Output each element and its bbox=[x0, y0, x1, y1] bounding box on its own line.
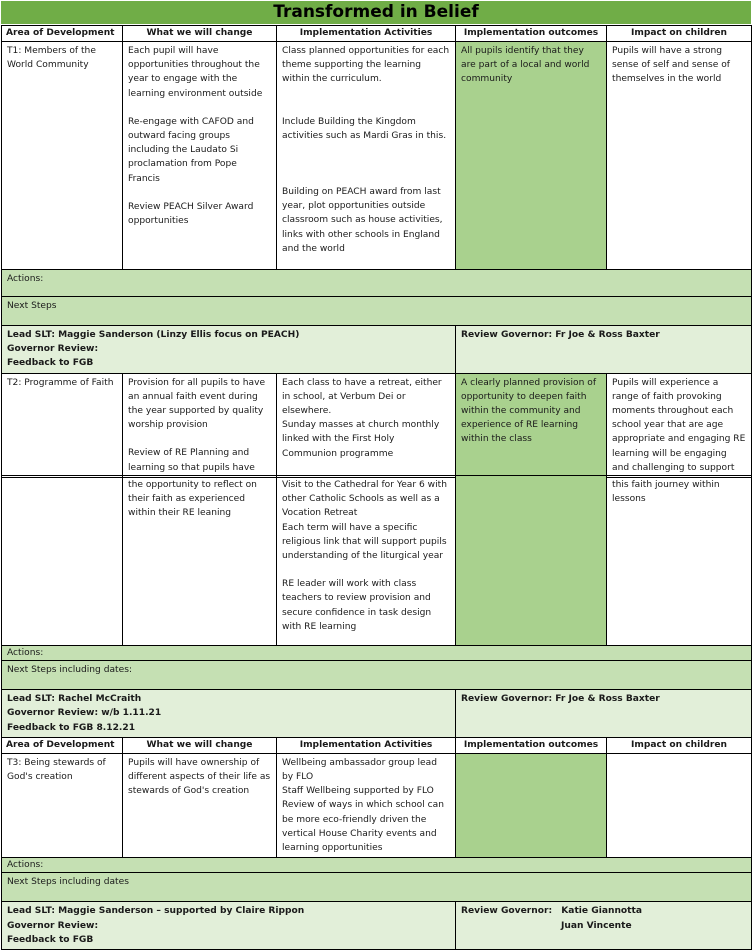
t2-change-2a: Review of RE Planning and learning so that pupils have bbox=[128, 448, 255, 473]
t3-header-change: What we will change bbox=[123, 737, 277, 753]
t1-change bbox=[123, 42, 277, 270]
header-impact: Impact on children bbox=[607, 26, 752, 42]
t2-impact-part1: Pupils will experience a range of faith provoking moments throughout each school year that are age appropriate and engaging RE learning will be engaging and challenging to support bbox=[607, 373, 752, 477]
t1-activities bbox=[277, 42, 456, 270]
t3-lead-slt: Lead SLT: Maggie Sanderson – supported by Claire Rippon bbox=[7, 906, 305, 917]
t3-impact bbox=[607, 753, 752, 857]
header-outcomes: Implementation outcomes bbox=[456, 26, 607, 42]
t1-next-row bbox=[2, 297, 752, 326]
t3-header-activities: Implementation Activities bbox=[277, 737, 456, 753]
t3-outcome bbox=[456, 753, 607, 857]
t3-next-row bbox=[2, 873, 752, 902]
t1-review-governor: Review Governor: Fr Joe & Ross Baxter bbox=[456, 326, 752, 374]
t3-header-impact: Impact on children bbox=[607, 737, 752, 753]
t3-act-3: Review of ways in which school can be more eco-friendly driven the vertical House Charity events and learning opportunities bbox=[282, 800, 444, 854]
t2-change-1: Provision for all pupils to have an annual faith event during the year supported by quality worship provision bbox=[128, 377, 266, 431]
t2-review-governor: Review Governor: Fr Joe & Ross Baxter bbox=[456, 690, 752, 738]
t2-act-3: Visit to the Cathedral for Year 6 with other Catholic Schools as well as a Vocation Retreat bbox=[282, 480, 447, 519]
t2-act-5: RE leader will work with class teachers to review provision and secure confidence in task design with RE learning bbox=[282, 579, 432, 632]
t2-governor-review: Governor Review: w/b 1.11.21 bbox=[7, 708, 162, 719]
t2-row-part2 bbox=[2, 476, 752, 646]
header-area: Area of Development bbox=[2, 26, 123, 42]
t3-header-row bbox=[2, 737, 752, 753]
t2-next-row bbox=[2, 661, 752, 690]
t3-act-1: Wellbeing ambassador group lead by FLO bbox=[282, 757, 437, 783]
t2-area-cont bbox=[2, 476, 123, 646]
t2-lead-row bbox=[2, 690, 752, 738]
t3-area: T3: Being stewards of God's creation bbox=[2, 753, 123, 857]
t3-lead-cell bbox=[2, 902, 456, 950]
t2-feedback: Feedback to FGB 8.12.21 bbox=[7, 722, 136, 733]
table-header-row bbox=[2, 26, 752, 42]
t2-change-cont: the opportunity to reflect on their faith as experienced within their RE leaning bbox=[123, 476, 277, 646]
t3-header-area: Area of Development bbox=[2, 737, 123, 753]
t3-review-governor-cell bbox=[456, 902, 752, 950]
t1-lead-slt: Lead SLT: Maggie Sanderson (Linzy Ellis focus on PEACH) bbox=[7, 330, 300, 340]
t3-lead-row bbox=[2, 902, 752, 950]
t3-actions-label: Actions: bbox=[2, 858, 752, 873]
t2-actions-label: Actions: bbox=[2, 646, 752, 661]
plan-table-2 bbox=[1, 475, 752, 950]
t1-lead-row bbox=[2, 326, 752, 374]
t2-change bbox=[123, 373, 277, 477]
t2-actions-row bbox=[2, 646, 752, 661]
t1-row bbox=[2, 42, 752, 270]
t2-next-label: Next Steps including dates: bbox=[2, 661, 752, 690]
t1-governor-review: Governor Review: bbox=[7, 344, 99, 355]
t3-actions-row bbox=[2, 858, 752, 873]
t2-lead-slt: Lead SLT: Rachel McCraith bbox=[7, 694, 142, 705]
t1-next-label: Next Steps bbox=[2, 297, 752, 326]
t1-act-3: Building on PEACH award from last year, plot opportunities outside classroom such as house activities, links with other schools in England and the world bbox=[282, 187, 443, 254]
t2-row-part1 bbox=[2, 373, 752, 477]
plan-table-1 bbox=[1, 25, 752, 478]
t3-governor-review: Governor Review: bbox=[7, 920, 99, 931]
t2-act-1: Each class to have a retreat, either in school, at Verbum Dei or elsewhere. bbox=[282, 377, 442, 417]
t2-activities-part1 bbox=[277, 373, 456, 477]
t2-lead-cell bbox=[2, 690, 456, 738]
t1-act-1: Class planned opportunities for each theme supporting the learning within the curriculum. bbox=[282, 46, 450, 85]
t2-area: T2: Programme of Faith bbox=[2, 373, 123, 477]
t3-review-governor-1: Katie Giannotta bbox=[561, 906, 642, 917]
t2-activities-part2 bbox=[277, 476, 456, 646]
t1-actions-label: Actions: bbox=[2, 270, 752, 297]
t2-outcome-cont bbox=[456, 476, 607, 646]
t3-change: Pupils will have ownership of different aspects of their life as stewards of God's creation bbox=[123, 753, 277, 857]
t2-act-4: Each term will have a specific religious link that will support pupils understanding of the liturgical year bbox=[282, 522, 447, 562]
t1-lead-cell bbox=[2, 326, 456, 374]
t3-review-governor-2: Juan Vincente bbox=[561, 920, 632, 931]
t1-actions-row bbox=[2, 270, 752, 297]
t2-impact-part2: this faith journey within lessons bbox=[607, 476, 752, 646]
t2-outcome: A clearly planned provision of opportunity to deepen faith within the community and experience of RE learning within the class bbox=[456, 373, 607, 477]
t3-feedback: Feedback to FGB bbox=[7, 934, 94, 945]
t3-header-outcomes: Implementation outcomes bbox=[456, 737, 607, 753]
t3-next-label: Next Steps including dates bbox=[2, 873, 752, 902]
page-title: Transformed in Belief bbox=[1, 1, 751, 24]
t1-act-2: Include Building the Kingdom activities such as Mardi Gras in this. bbox=[282, 116, 447, 141]
t1-change-1: Each pupil will have opportunities throughout the year to engage with the learning environment outside bbox=[128, 46, 263, 99]
t1-feedback: Feedback to FGB bbox=[7, 358, 94, 369]
t2-act-2: Sunday masses at church monthly linked with the First Holy Communion programme bbox=[282, 420, 440, 459]
t1-change-2: Re-engage with CAFOD and outward facing groups including the Laudato Si proclamation from Pope Francis bbox=[128, 116, 254, 184]
t1-area: T1: Members of the World Community bbox=[2, 42, 123, 270]
t1-impact: Pupils will have a strong sense of self and sense of themselves in the world bbox=[607, 42, 752, 270]
t3-review-governor-label: Review Governor: bbox=[461, 906, 553, 917]
t1-change-3: Review PEACH Silver Award opportunities bbox=[128, 201, 254, 227]
t1-outcome: All pupils identify that they are part of a local and world community bbox=[456, 42, 607, 270]
t3-activities bbox=[277, 753, 456, 857]
t3-act-2: Staff Wellbeing supported by FLO bbox=[282, 786, 434, 797]
header-activities: Implementation Activities bbox=[277, 26, 456, 42]
t3-row bbox=[2, 753, 752, 857]
header-change: What we will change bbox=[123, 26, 277, 42]
